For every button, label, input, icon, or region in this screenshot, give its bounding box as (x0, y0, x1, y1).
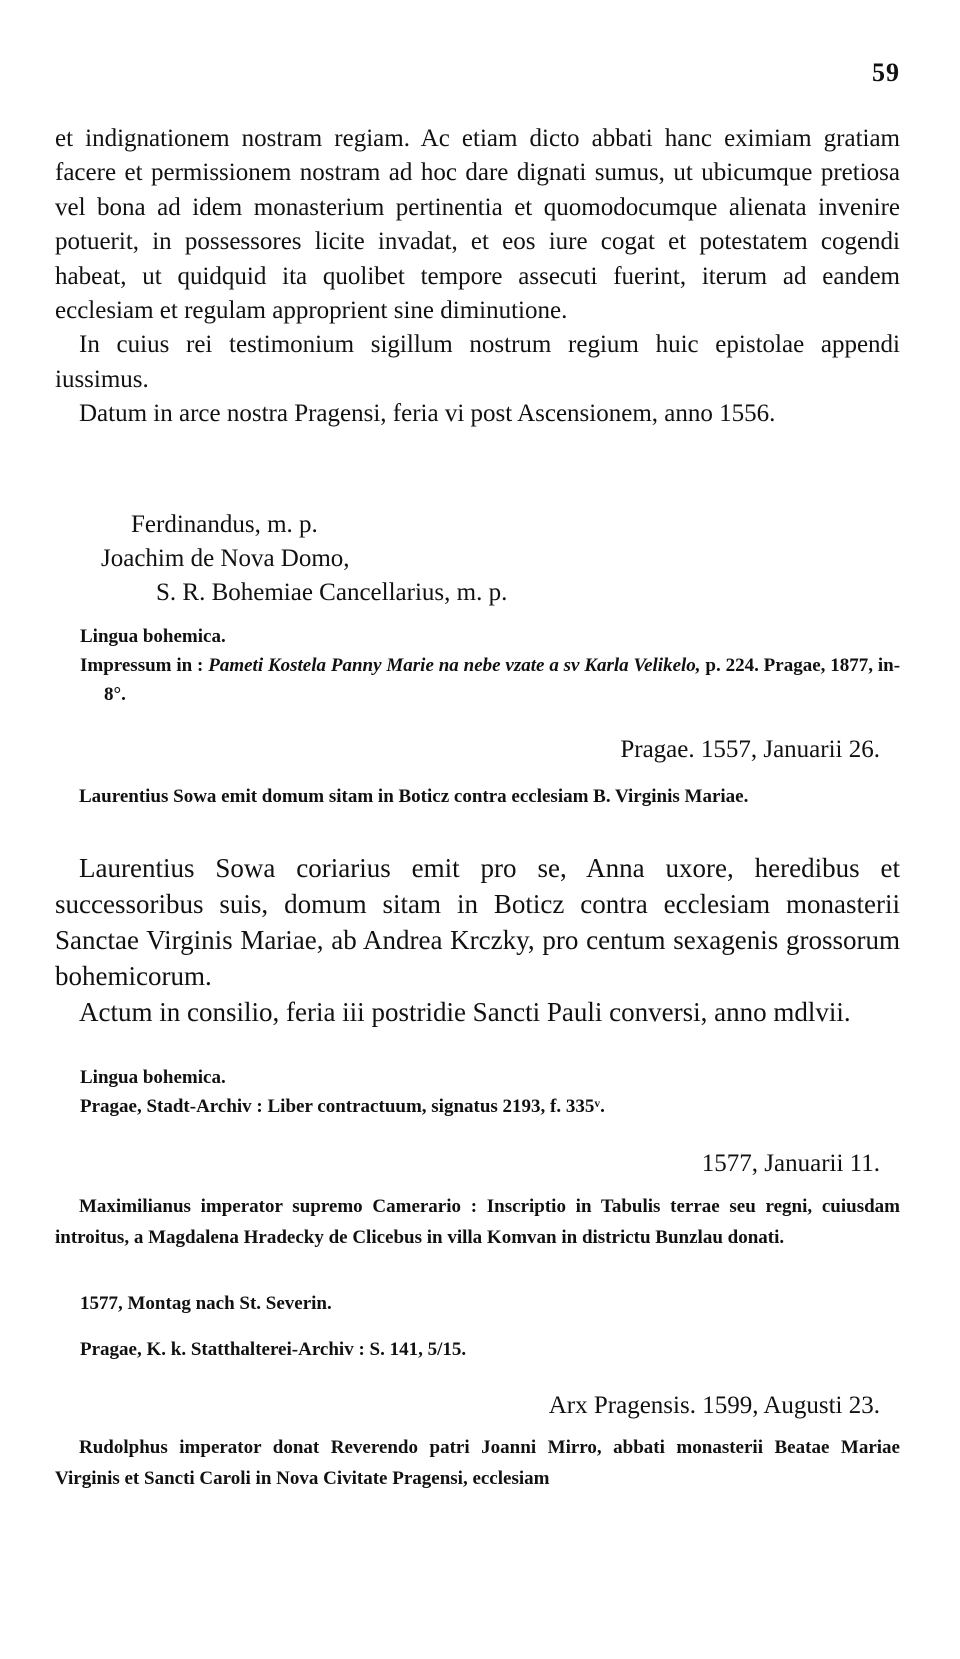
signature-ferdinandus: Ferdinandus, m. p. (131, 511, 318, 538)
doc1-note-language: Lingua bohemica. (80, 626, 226, 647)
doc3-date-note (80, 1289, 900, 1318)
doc2-note-language: Lingua bohemica. (80, 1067, 226, 1088)
doc1-note-impressum (80, 651, 900, 709)
doc4-regest (55, 1432, 900, 1494)
doc2-paragraph-actum: Actum in consilio, feria iii postridie Sancti Pauli conversi, anno mdlvii. (79, 997, 851, 1027)
doc3-regest (55, 1191, 900, 1253)
doc3-regest-text: Maximilianus imperator supremo Camerario : Inscriptio in Tabulis terrae seu regni, cuiusdam introitus, a Magdalena Hradecky de Clicebus in villa Komvan in districtu Bunzlau donati. (55, 1196, 900, 1248)
doc4-regest-text: Rudolphus imperator donat Reverendo patri Joanni Mirro, abbati monasterii Beatae Mariae Virginis et Sancti Caroli in Nova Civitate Pragensi, ecclesiam (55, 1437, 900, 1489)
impressum-rest: p. 224. Pragae, 1877, in-8°. (104, 655, 901, 705)
doc3-date-note-text: 1577, Montag nach St. Severin. (80, 1293, 332, 1314)
doc3-source-text: Pragae, K. k. Statthalterei-Archiv : S. 141, 5/15. (80, 1339, 467, 1360)
impressum-title: Pameti Kostela Panny Marie na nebe vzate a sv Karla Velikelo, (208, 655, 701, 676)
signature-cancellarius: S. R. Bohemiae Cancellarius, m. p. (156, 579, 508, 606)
doc1-paragraph-main: et indignationem nostram regiam. Ac etiam dicto abbati hanc eximiam gratiam facere et permissionem nostram ad hoc dare dignati sumus, ut ubicumque pretiosa vel bona ad idem monasterium pertinentia et quomodocumque alienata invenire potuerit, in possessores licite invadat, et eos iure cogat et potestatem cogendi habeat, ut quidquid ita quolibet tempore assecuti fuerint, iterum ad eandem ecclesiam et regulam approprient sine diminutione. (55, 125, 900, 325)
signature-joachim: Joachim de Nova Domo, (101, 545, 350, 572)
doc2-body (55, 850, 900, 1030)
doc3-source (80, 1335, 900, 1364)
page-number: 59 (872, 58, 900, 87)
doc1-paragraph-datum: Datum in arce nostra Pragensi, feria vi post Ascensionem, anno 1556. (79, 400, 776, 428)
doc2-note (80, 1063, 900, 1121)
doc2-paragraph-main: Laurentius Sowa coriarius emit pro se, Anna uxore, heredibus et successoribus suis, domum sitam in Boticz contra ecclesiam monasterii Sanctae Virginis Mariae, ab Andrea Krczky, pro centum sexagenis grossorum bohemicorum. (55, 853, 900, 991)
impressum-label: Impressum in : (80, 655, 204, 676)
doc4-dateline: Arx Pragensis. 1599, Augusti 23. (548, 1392, 880, 1419)
doc1-paragraph-testimonium: In cuius rei testimonium sigillum nostrum regium huic epistolae appendi iussimus. (55, 331, 900, 393)
doc3-dateline: 1577, Januarii 11. (701, 1150, 880, 1177)
doc2-regest-text: Laurentius Sowa emit domum sitam in Boticz contra ecclesiam B. Virginis Mariae. (79, 786, 749, 807)
doc2-regest (55, 781, 900, 812)
doc2-note-source: Pragae, Stadt-Archiv : Liber contractuum, signatus 2193, f. 335ᵛ. (80, 1096, 605, 1117)
doc1-note (80, 622, 900, 709)
doc2-dateline: Pragae. 1557, Januarii 26. (620, 736, 880, 763)
doc1-body (55, 122, 900, 432)
